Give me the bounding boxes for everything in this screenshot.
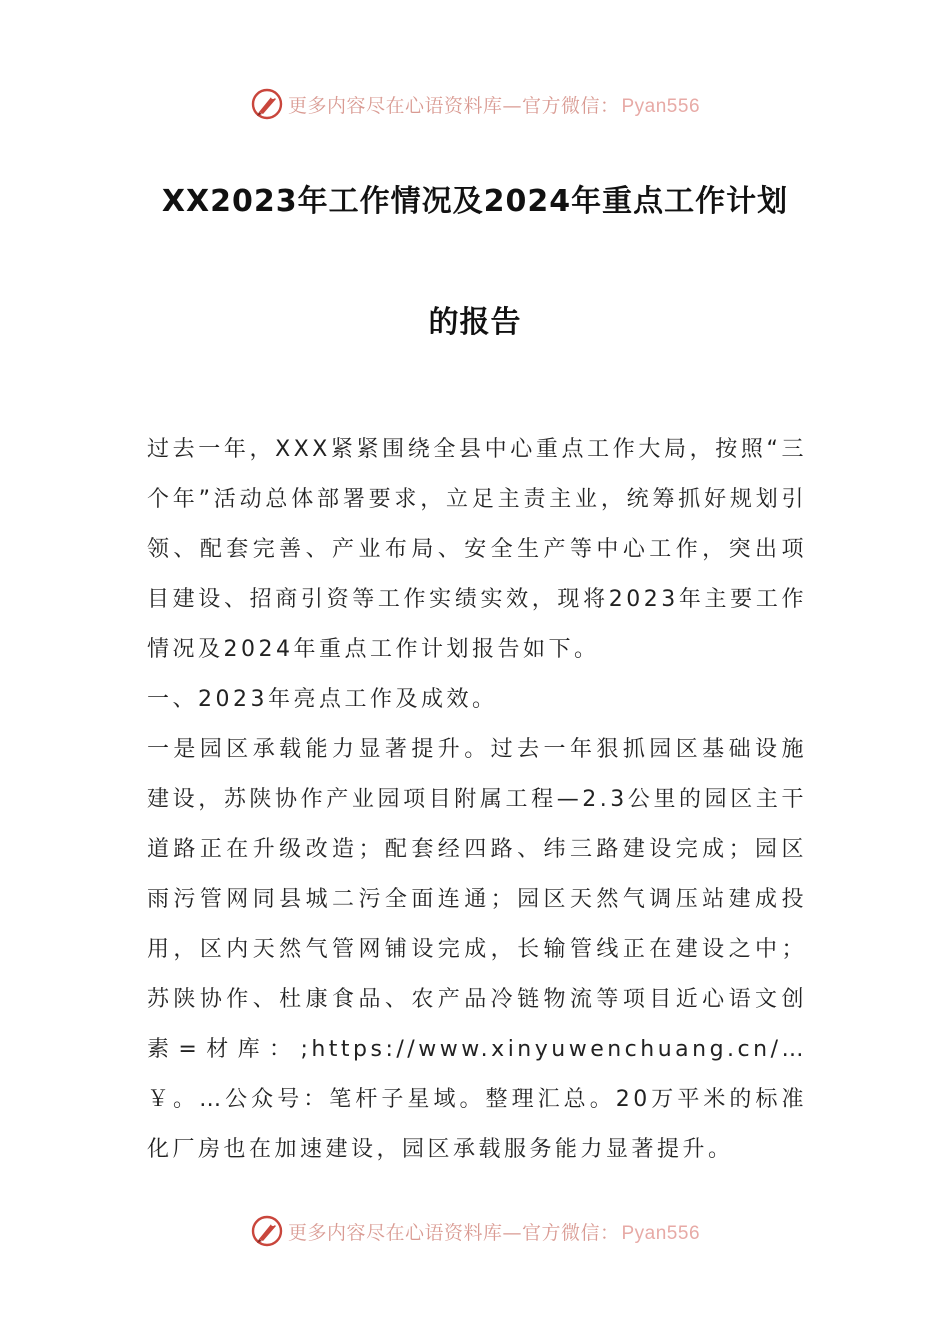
watermark-wechat-id: Pyan556 xyxy=(621,1222,701,1244)
watermark-wechat-id: Pyan556 xyxy=(621,95,701,117)
pen-logo-icon xyxy=(250,1214,284,1248)
document-body xyxy=(147,425,807,1175)
watermark-header xyxy=(0,84,950,124)
watermark-cn-text: 更多内容尽在心语资料库—官方微信： xyxy=(287,94,620,117)
document-title-line2: 的报告 xyxy=(428,305,522,340)
watermark-text xyxy=(288,91,700,118)
watermark-cn-text: 更多内容尽在心语资料库—官方微信： xyxy=(287,1221,620,1244)
watermark-footer xyxy=(0,1211,950,1251)
paragraph-section-heading: 一、2023年亮点工作及成效。 xyxy=(147,687,498,712)
document-title-line1: XX2023年工作情况及2024年重点工作计划 xyxy=(161,184,789,219)
paragraph-park-capacity: 一是园区承载能力显著提升。过去一年狠抓园区基础设施建设，苏陕协作产业园项目附属工程—2.3公里的园区主干道路正在升级改造；配套经四路、纬三路建设完成；园区雨污管网同县城二污全面连通；园区天然气调压站建成投用，区内天然气管网铺设完成，长输管线正在建设之中；苏陕协作、杜康食品、农产品冷链物流等项目近心语文创素=材库：;https://www.xinyuwenchuang.cn/…￥。…公众号：笔杆子星域。整理汇总。20万平米的标准化厂房也在加速建设，园区承载服务能力显著提升。 xyxy=(147,737,807,1162)
paragraph-intro: 过去一年，XXX紧紧围绕全县中心重点工作大局，按照“三个年”活动总体部署要求，立足主责主业，统筹抓好规划引领、配套完善、产业布局、安全生产等中心工作，突出项目建设、招商引资等工作实绩实效，现将2023年主要工作情况及2024年重点工作计划报告如下。 xyxy=(147,437,807,662)
pen-logo-icon xyxy=(250,87,284,121)
watermark-text xyxy=(288,1218,700,1245)
